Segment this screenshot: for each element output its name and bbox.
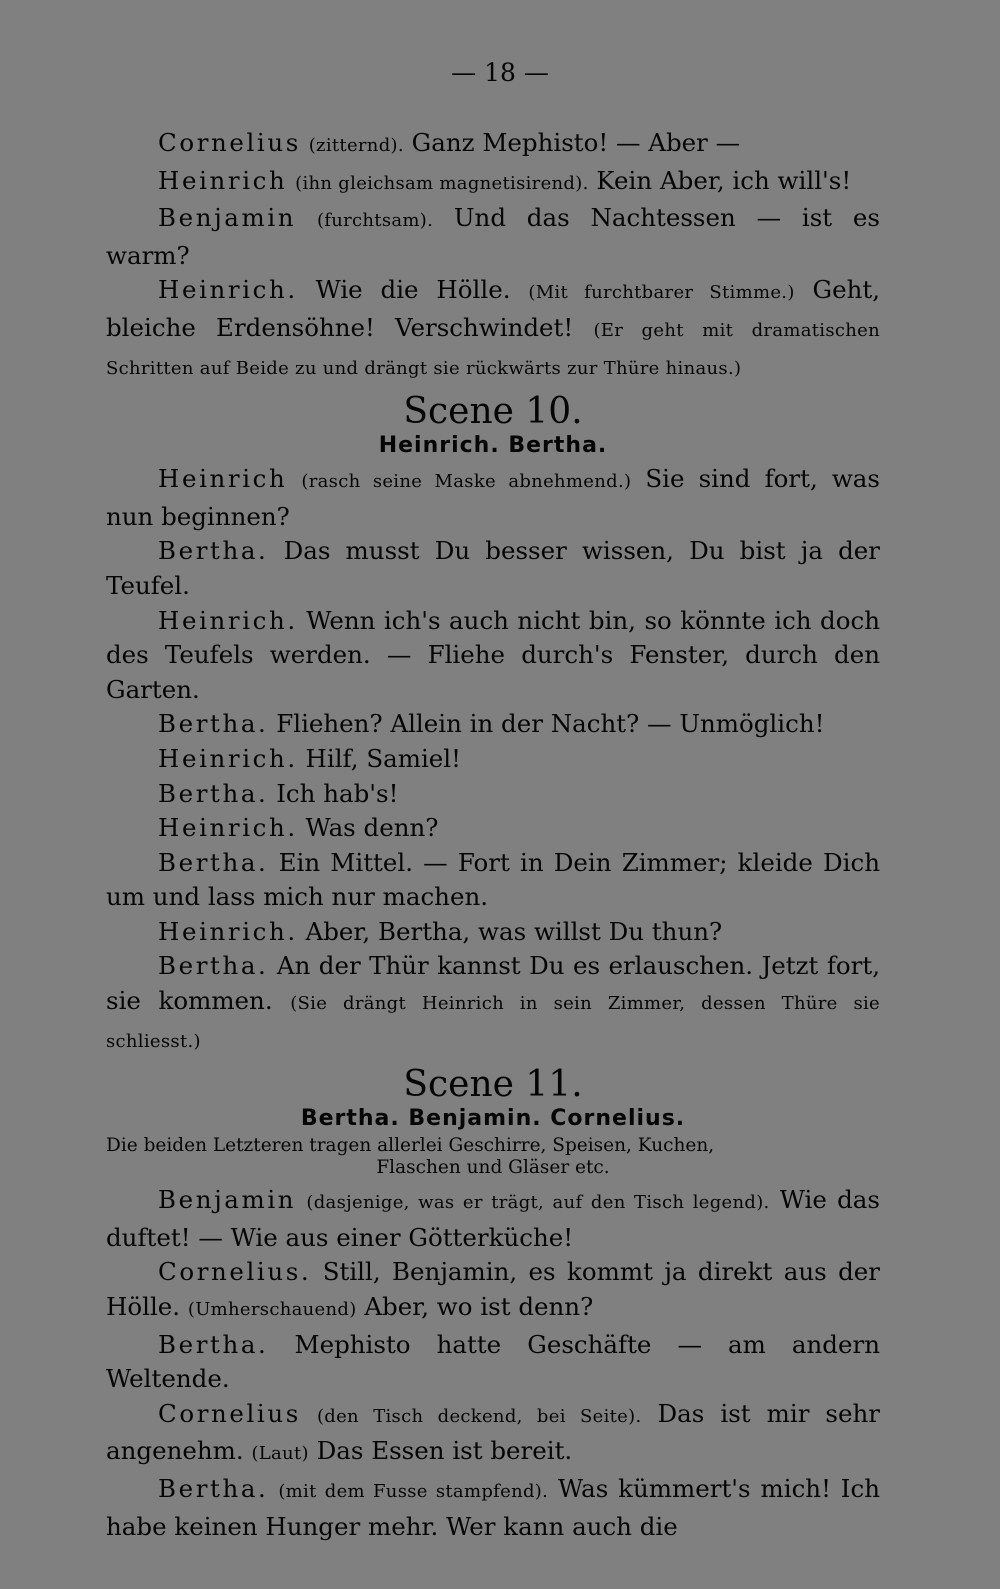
speaker-name: Bertha. [158,1474,269,1503]
stage-direction: (Sie drängt Heinrich in sein Zimmer, dessen Thüre sie schliesst.) [106,993,880,1052]
speaker-name: Bertha. [158,709,269,739]
stage-direction: (den Tisch deckend, bei Seite). [316,1405,642,1427]
scene-persons: Bertha. Benjamin. Cornelius. [300,1106,686,1132]
dialogue-text: Still, Benjamin, es kommt ja direkt aus der Hölle. [106,1257,880,1322]
dialogue-text: Das musst Du besser wissen, Du bist ja der Teufel. [106,536,880,600]
speaker-name: Benjamin [158,203,297,233]
dialogue-paragraph [106,1183,880,1255]
dialogue-text: Kein Aber, ich will's! [596,165,852,195]
dialogue-text: Sie sind fort, was nun beginnen? [106,464,880,531]
dialogue-text: Das ist mir sehr angenehm. [106,1398,880,1466]
dialogue-paragraph [106,1397,880,1472]
speaker-name: Heinrich. [158,743,298,773]
stage-direction: (Laut) [251,1443,309,1465]
speaker-name: Heinrich. [158,275,298,305]
dialogue-paragraph [106,949,880,1059]
dialogue-text: Fliehen? Allein in der Nacht? — Unmöglich! [276,709,825,739]
speaker-name: Cornelius. [158,1257,312,1287]
dialogue-text: Aber, wo ist denn? [364,1292,594,1322]
speaker-name: Bertha. [158,847,269,877]
dialogue-paragraph [106,742,880,777]
dialogue-paragraph [106,915,880,950]
speaker-name: Bertha. [158,1329,269,1359]
dialogue-paragraph [106,1472,880,1544]
dialogue-paragraph [106,1328,880,1397]
dialogue-text: Wie die Hölle. [315,275,511,305]
stage-direction [106,1135,880,1179]
speaker-name: Bertha. [158,951,269,981]
dialogue-paragraph [106,462,880,534]
dialogue-paragraph [106,273,880,386]
dialogue-text: Wenn ich's auch nicht bin, so könnte ich doch des Teufels werden. — Fliehe durch's Fenster, durch den Garten. [106,605,880,704]
speaker-name: Heinrich. [158,916,298,946]
stage-direction: (Er geht mit dramatischen Schritten auf Beide zu und drängt sie rückwärts zur Thüre hinaus.) [106,319,880,379]
stage-direction: (furchtsam). [316,210,434,232]
stage-direction: (rasch seine Maske abnehmend.) [301,471,632,493]
dialogue-paragraph [106,811,880,846]
dialogue-text: Wie das duftet! — Wie aus einer Götterküche! [106,1185,880,1252]
dialogue-text: Geht, bleiche Erdensöhne! Verschwindet! [106,275,881,342]
dialogue-text: Ganz Mephisto! — Aber — [411,128,741,157]
dialogue-text: Ein Mittel. — Fort in Dein Zimmer; kleide Dich um und lass mich nur machen. [106,847,880,912]
dialogue-text: Das Essen ist bereit. [316,1436,573,1466]
dialogue-paragraph [106,126,880,164]
stage-direction-line: Flaschen und Gläser etc. [376,1157,610,1179]
speaker-name: Heinrich. [158,813,298,843]
page-number: — 18 — [451,58,549,87]
dialogue-text: Hilf, Samiel! [305,743,461,773]
stage-direction-line: Die beiden Letzteren tragen allerlei Geschirre, Speisen, Kuchen, [106,1135,715,1157]
dialogue-text: Mephisto hatte Geschäfte — am andern Weltende. [106,1329,880,1394]
dialogue-paragraph [106,777,880,812]
speaker-name: Cornelius [158,1398,301,1428]
speaker-name: Bertha. [158,778,269,808]
text-body [106,126,880,1544]
scene-persons: Heinrich. Bertha. [378,433,608,459]
stage-direction: (ihn gleichsam magnetisirend). [295,172,589,194]
speaker-name: Bertha. [158,536,269,566]
dialogue-text: Was kümmert's mich! Ich habe keinen Hunger mehr. Wer kann auch die [106,1474,880,1541]
dialogue-text: Ich hab's! [276,778,399,808]
dialogue-paragraph [106,846,880,915]
speaker-name: Cornelius [158,128,301,157]
dialogue-text: An der Thür kannst Du es erlauschen. Jetzt fort, sie kommen. [106,951,880,1016]
dialogue-paragraph [106,1255,880,1327]
stage-direction: (zitternd). [308,135,404,156]
scene-heading: Scene 11. [403,1064,583,1106]
stage-direction: (Umherschauend) [187,1299,357,1321]
dialogue-text: Und das Nachtessen — ist es warm? [106,203,880,270]
speaker-name: Heinrich [158,464,288,494]
stage-direction: (dasjenige, was er trägt, auf den Tisch legend). [306,1192,770,1214]
scene-heading: Scene 10. [403,391,583,433]
stage-direction: (Mit furchtbarer Stimme.) [528,282,795,304]
dialogue-paragraph [106,707,880,742]
speaker-name: Heinrich. [158,605,298,635]
dialogue-paragraph [106,164,880,202]
dialogue-paragraph [106,534,880,603]
speaker-name: Heinrich [158,165,288,195]
speaker-name: Benjamin [158,1185,297,1215]
dialogue-paragraph [106,201,880,273]
stage-direction: (mit dem Fusse stampfend). [278,1481,549,1502]
dialogue-text: Aber, Bertha, was willst Du thun? [305,916,723,946]
dialogue-paragraph [106,604,880,708]
dialogue-text: Was denn? [305,813,439,843]
